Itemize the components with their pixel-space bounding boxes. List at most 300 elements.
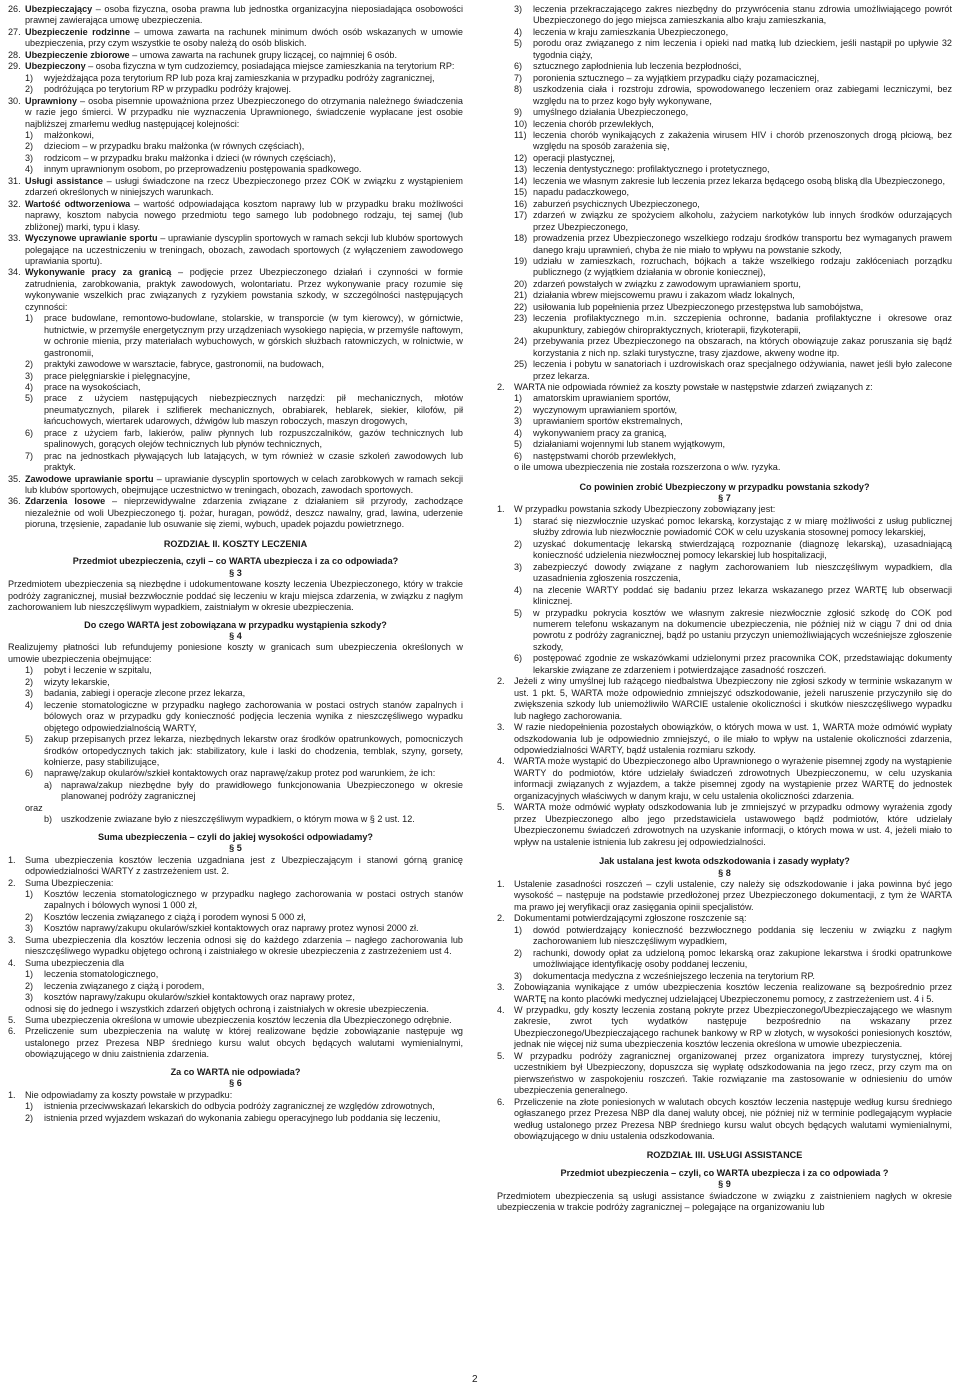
- definition-33-num: 33.: [8, 233, 21, 244]
- definition-33-term: Wyczynowe uprawianie sportu: [25, 233, 158, 244]
- spacer: [497, 848, 952, 856]
- list-item-num: 19): [514, 255, 528, 266]
- list-item-num: 21): [514, 290, 528, 301]
- list-item: [25, 688, 463, 699]
- definition-36-body: [25, 496, 463, 530]
- definition-34-item-text: praktyki zawodowe w warsztacie, fabryce, gastronomii, na budowach,: [44, 359, 325, 370]
- numbered-paragraph-num: 3.: [497, 722, 505, 733]
- list-item-text: sztucznego zapłodnienia lub leczenia bezpłodności,: [533, 61, 742, 72]
- list-item-text: operacji plastycznej,: [533, 152, 615, 163]
- definition-29-text: – osoba fizyczna w tym cudzoziemcy, posiadająca miejsce zamieszkania na terytorium RP:: [85, 61, 455, 72]
- definition-30-item-num: 4): [25, 164, 34, 175]
- definition-30-term: Uprawniony: [25, 95, 78, 106]
- list-item-num: 1): [25, 1101, 34, 1112]
- list-item-text: prowadzenia przez Ubezpieczonego wszelkiego rodzaju środków transportu bez wymaganych prawem danego kraju uprawnień, chyba że nie miało to wpływu na powstanie szkody,: [533, 233, 952, 255]
- list-item-text: leczenie stomatologiczne w przypadku nagłego zachorowania w postaci ostrych stanów zapalnych i bólowych oraz w przypadku gdy konieczność podjęcia leczenia wynika z nieszczęśliwego wypadku objętego odpowiedzialnością WARTY,: [44, 699, 463, 733]
- definition-30: [8, 96, 463, 130]
- list-item-num: 4): [514, 26, 523, 37]
- list-item-num: 2): [514, 947, 523, 958]
- list-item-text: postępować zgodnie ze wskazówkami udzielonymi przez pracownika COK, przedstawiając dokumenty lekarskie związane ze zdarzeniem i potwierdzające zasadność roszczeń.: [533, 653, 952, 675]
- list-item-num: 4): [514, 584, 523, 595]
- list-item-text: wizyty lekarskie,: [44, 676, 110, 687]
- definition-30-text: – osoba pisemnie upoważniona przez Ubezpieczonego do otrzymania należnego świadczenia w razie jego śmierci. W przypadku nie wyznaczenia Uprawnionego, świadczenie wypłacane jest osobie najbliższej zmarłemu według następującej kolejności:: [25, 95, 463, 129]
- definition-27-term: Ubezpieczenie rodzinne: [25, 26, 131, 37]
- list-item-text: działaniami wojennymi lub stanem wyjątkowym,: [533, 439, 726, 450]
- list-item: [514, 107, 952, 118]
- list-item: [514, 516, 952, 539]
- list-item: [514, 925, 952, 948]
- list-item: [25, 768, 463, 779]
- list-item-text: leczenia związanego z ciążą i porodem,: [44, 980, 205, 991]
- numbered-paragraph-num: 1.: [8, 854, 16, 865]
- list-item-text: leczenia w kraju zamieszkania Ubezpieczonego,: [533, 26, 729, 37]
- definition-34-item: [25, 393, 463, 427]
- list-item-num: 6): [25, 768, 34, 779]
- definition-29-item: [25, 73, 463, 84]
- definition-34-text: – podjęcie przez Ubezpieczonego działań i czynności w formie zatrudnienia, zarobkowania, praktyk zawodowych, wolontariatu. Przez wykonywanie pracy rozumie się wykonywanie wszelkich prac związanych z ryzykiem powstania szkody, w szczególności następujących czynności:: [25, 267, 463, 312]
- numbered-paragraph-num: 4.: [497, 756, 505, 767]
- definition-35-body: [25, 474, 463, 497]
- section-number: § 4: [229, 631, 242, 642]
- list-item-text: zaburzeń psychicznych Ubezpieczonego,: [533, 198, 700, 209]
- definition-32-term: Wartość odtworzeniowa: [25, 198, 131, 209]
- list-item-num: 5): [514, 607, 523, 618]
- list-item-text: badania, zabiegi i operacje zlecone przez lekarza,: [44, 688, 246, 699]
- sub-item-num: b): [44, 814, 53, 825]
- list-item-num: 11): [514, 129, 527, 140]
- list-item-num: 4): [25, 699, 34, 710]
- list-item-num: 15): [514, 187, 528, 198]
- list-item-text: istnienia przed wyjazdem wskazań do wykonania zabiegu operacyjnego lub poddania się leczeniu,: [44, 1112, 441, 1123]
- definition-30-item: [25, 153, 463, 164]
- list-item-text: istnienia przeciwwskazań lekarskich do odbycia podróży zagranicznej ze względów zdrowotnych,: [44, 1101, 435, 1112]
- definition-28-num: 28.: [8, 49, 21, 60]
- chapter-heading: ROZDZIAŁ III. USŁUGI ASSISTANCE: [646, 1150, 803, 1161]
- definition-34-item-num: 7): [25, 450, 34, 461]
- list-item: [514, 971, 952, 982]
- list-item-text: pobyt i leczenie w szpitalu,: [44, 665, 152, 676]
- definition-26-body: [25, 4, 463, 27]
- numbered-paragraph: [8, 878, 463, 889]
- list-item-text: rachunki, dowody opłat za udzieloną pomoc lekarską oraz zakupione lekarstwa i środki opatrunkowe umożliwiające identyfikację osoby poddanej leczeniu,: [533, 947, 952, 970]
- list-item-num: 12): [514, 152, 528, 163]
- definition-30-item-text: rodzicom – w przypadku braku małżonka i dzieci (w równych częściach),: [44, 152, 336, 163]
- numbered-paragraph-text: Ustalenie zasadności roszczeń – czyli ustalenie, czy należy się odszkodowanie i jaka powinna być jego wysokość – następuje na podstawie przedłożonej przez Ubezpieczonego dokumentacji, z tym że WARTA ma prawo jej weryfikacji oraz zasięgania opinii specjalistów.: [514, 878, 952, 912]
- list-item: [514, 608, 952, 654]
- list-item-text: Kosztów naprawy/zakupu okularów/szkieł kontaktowych oraz naprawy protez wynosi 2000 zł.: [44, 923, 419, 934]
- list-item-text: usiłowania lub popełnienia przez Ubezpieczonego przestępstwa lub samobójstwa,: [533, 301, 864, 312]
- definition-34-item-text: prace na wysokościach,: [44, 381, 141, 392]
- list-item: [514, 313, 952, 336]
- list-item: [514, 393, 952, 404]
- numbered-paragraph: [497, 1051, 952, 1097]
- numbered-paragraph: [497, 879, 952, 913]
- definition-31-num: 31.: [8, 175, 21, 186]
- definition-33: [8, 233, 463, 267]
- sub-item: [44, 814, 463, 825]
- list-item: [514, 176, 952, 187]
- list-item-num: 2): [25, 676, 34, 687]
- list-item-num: 23): [514, 313, 528, 324]
- definition-29-item-text: podróżująca po terytorium RP w przypadku podróży krajowej.: [44, 84, 291, 95]
- definition-32: [8, 199, 463, 233]
- definition-34-item-num: 2): [25, 359, 34, 370]
- list-item: [514, 290, 952, 301]
- list-item-num: 1): [25, 888, 34, 899]
- numbered-paragraph-text: Suma Ubezpieczenia:: [25, 877, 114, 888]
- section-question: Co powinien zrobić Ubezpieczony w przypadku powstania szkody?: [579, 481, 870, 492]
- definition-31-term: Usługi assistance: [25, 175, 103, 186]
- list-item-text: wykonywaniem pracy za granicą,: [533, 427, 667, 438]
- definition-35: [8, 474, 463, 497]
- definition-30-item-text: dzieciom – w przypadku braku małżonka (w równych częściach),: [44, 141, 305, 152]
- list-item-text: przebywania przez Ubezpieczonego na obszarach, na których obowiązuje zakaz poruszania się bądź korzystania z nich np. szlaki turystyczne, trasy zjazdowe, akweny wodne itp.: [533, 336, 952, 358]
- numbered-paragraph: [497, 676, 952, 722]
- section-number: § 9: [718, 1179, 731, 1190]
- list-item-text: zabezpieczyć dowody związane z nagłym zachorowaniem lub nieszczęśliwym wypadkiem, dla uzasadnienia zgłoszenia roszczenia,: [533, 561, 952, 584]
- numbered-paragraph-text: Suma ubezpieczenia określona w umowie ubezpieczenia kosztów leczenia dla Ubezpieczonego odrębnie.: [25, 1014, 452, 1025]
- definition-32-num: 32.: [8, 198, 21, 209]
- list-item-num: 1): [25, 969, 34, 980]
- list-item-text: leczenia dentystycznego: profilaktycznego i protetycznego,: [533, 164, 770, 175]
- definition-34: [8, 267, 463, 313]
- numbered-paragraph-text: Suma ubezpieczenia dla: [25, 957, 125, 968]
- paragraph: odnosi się do jednego i wszystkich zdarzeń objętych ochroną i zaistniałych w okresie ubezpieczenia.: [25, 1003, 429, 1014]
- definition-26-term: Ubezpieczający: [25, 4, 93, 14]
- list-item-text: leczenia stomatologicznego,: [44, 969, 159, 980]
- definition-32-body: [25, 199, 463, 233]
- list-item-num: 7): [514, 72, 523, 83]
- list-item-text: uzyskać dokumentację lekarską stwierdzającą rozpoznanie (diagnozę lekarską), uzasadniającą konieczność udzielenia niezwłocznej pomocy lekarskiej lub hospitalizacji,: [533, 538, 952, 561]
- list-item-text: na zlecenie WARTY poddać się badaniu przez lekarza wskazanego przez WARTĘ lub obserwacji klinicznej.: [533, 584, 952, 607]
- list-item: [514, 948, 952, 971]
- numbered-paragraph-num: 4.: [8, 957, 16, 968]
- list-item: [25, 969, 463, 980]
- definition-26: [8, 4, 463, 27]
- list-item-num: 6): [514, 61, 523, 72]
- list-item: [514, 562, 952, 585]
- definition-34-item: [25, 451, 463, 474]
- numbered-paragraph-num: 6.: [497, 1096, 505, 1107]
- section-question: Za co WARTA nie odpowiada?: [170, 1066, 301, 1077]
- list-item: [514, 164, 952, 175]
- list-item: [514, 585, 952, 608]
- list-item-num: 2): [514, 404, 523, 415]
- list-item: [25, 665, 463, 676]
- numbered-paragraph-text: Suma ubezpieczenia kosztów leczenia uzgadniana jest z Ubezpieczającym i stanowi górną granicę odpowiedzialności WARTY z zastrzeżeniem ust. 2.: [25, 854, 463, 877]
- section-number: § 6: [229, 1078, 242, 1089]
- definition-27-body: [25, 27, 463, 50]
- spacer: [8, 531, 463, 539]
- numbered-paragraph-text: Suma ubezpieczenia dla kosztów leczenia odnosi się do każdego zdarzenia – nagłego zachorowania lub nieszczęśliwego wypadku objętego ochroną i zaistniałego w okresie ubezpieczenia z zastrzeżeniem ust 4.: [25, 934, 463, 957]
- numbered-paragraph-num: 2.: [8, 877, 16, 888]
- numbered-paragraph-num: 1.: [497, 504, 505, 515]
- definition-30-item: [25, 141, 463, 152]
- list-item-num: 1): [514, 515, 523, 526]
- list-item: [514, 27, 952, 38]
- list-item: [514, 84, 952, 107]
- numbered-paragraph-text: Jeżeli z winy umyślnej lub rażącego niedbalstwa Ubezpieczony nie zgłosi szkody w terminie wskazanym w ust. 1 pkt. 5, WARTA może odpowiednio zmniejszyć odszkodowanie, jeżeli naruszenie przyczyniło się do zwiększenia szkody lub uniemożliwiło WARCIE ustalenie okoliczności i skutków nieszczęśliwego wypadku lub nagłego zachorowania.: [514, 676, 952, 721]
- list-item-text: leczenia chorób wynikających z zakażenia wirusem HIV i chorób przenoszonych drogą płciową, bez względu na sposób zarażenia się,: [533, 129, 952, 152]
- list-item: [25, 981, 463, 992]
- numbered-paragraph: [497, 756, 952, 802]
- numbered-paragraph-num: 5.: [497, 802, 505, 813]
- definition-30-item-num: 1): [25, 129, 34, 140]
- list-item: [514, 279, 952, 290]
- list-item-text: uszkodzenia ciała i rozstroju zdrowia, spowodowanego leczeniem oraz zabiegami leczniczymi, bez względu na to przez kogo były wykonywane,: [533, 84, 952, 106]
- list-item: [514, 73, 952, 84]
- list-item-text: leczenia chorób przewlekłych,: [533, 118, 654, 129]
- list-item: [25, 992, 463, 1003]
- list-item: [514, 428, 952, 439]
- numbered-paragraph: [8, 1026, 463, 1060]
- spacer: [497, 474, 952, 482]
- definition-31-text: – usługi świadczone na rzecz Ubezpieczonego przez COK w związku z wystąpieniem zdarzeń określonych w niniejszych warunkach.: [25, 175, 463, 198]
- definition-35-text: – uprawianie dyscyplin sportowych w celach zarobkowych w ramach sekcji lub klubów sportowych, obejmujące uczestnictwo w treningach, obozach, zawodach sportowych.: [25, 473, 463, 496]
- paragraph: Przedmiotem ubezpieczenia są usługi assistance świadczone w związku z zaistnieniem nagłych w okresie ubezpieczenia w trakcie podróży zagranicznej – polegające na organizowaniu lub: [497, 1190, 952, 1213]
- list-item-text: zdarzeń w związku ze spożyciem alkoholu, zażyciem narkotyków lub innych środków odurzających przez Ubezpieczonego,: [533, 210, 952, 232]
- numbered-paragraph: [497, 802, 952, 848]
- definition-33-text: – uprawianie dyscyplin sportowych w ramach sekcji lub klubów sportowych polegające na uczestniczeniu w treningach, obozach, zawodach sportowych (z wyłączeniem zawodowego uprawiania sportu).: [25, 233, 463, 266]
- list-item-num: 2): [25, 911, 34, 922]
- list-item-num: 3): [25, 688, 34, 699]
- list-item-num: 5): [25, 734, 34, 745]
- definition-36-num: 36.: [8, 496, 21, 507]
- definition-35-term: Zawodowe uprawianie sportu: [25, 473, 154, 484]
- list-item-text: wyczynowym uprawianiem sportów,: [533, 404, 678, 415]
- section-question: Jak ustalana jest kwota odszkodowania i zasady wypłaty?: [599, 856, 850, 867]
- numbered-paragraph-text: WARTA może odmówić wypłaty odszkodowania lub je zmniejszyć w przypadku odmowy wyrażenia zgody przez Ubezpieczonego albo jego przedstawiciela ustawowego bądź podmiotów, które udzielały Ubezpieczonemu świadczeń zdrowotnych na uzyskanie informacji, o których mowa w ust. 4, jeżeli miało to wpływ na ustalenie istnienia lub zakresu jej odpowiedzialności.: [514, 802, 952, 847]
- section-question: Suma ubezpieczenia – czyli do jakiej wysokości odpowiadamy?: [98, 831, 373, 842]
- list-item-num: 8): [514, 84, 523, 95]
- list-item: [514, 199, 952, 210]
- list-item-text: amatorskim uprawianiem sportów,: [533, 393, 671, 404]
- numbered-paragraph: [497, 982, 952, 1005]
- numbered-paragraph-text: W razie niedopełnienia pozostałych obowiązków, o których mowa w ust. 1, WARTA może odmówić wypłaty odszkodowania lub je odpowiednio zmniejszyć, o ile miało to wpływ na ustalenie okoliczności zdarzenia, odpowiedzialności WARTY, bądź ustalenia rozmiaru szkody.: [514, 722, 952, 755]
- definition-30-item-num: 3): [25, 152, 34, 163]
- definition-27-text: – umowa zawarta na rachunek minimum dwóch osób wskazanych w umowie ubezpieczenia, przy czym wszystkie te osoby należą do osób bliskich.: [25, 26, 463, 49]
- list-item-num: 22): [514, 301, 528, 312]
- numbered-paragraph-text: Dokumentami potwierdzającymi zgłoszone roszczenie są:: [514, 913, 747, 924]
- definition-30-item: [25, 164, 463, 175]
- numbered-paragraph-num: 5.: [8, 1014, 16, 1025]
- numbered-paragraph-text: W przypadku podróży zagranicznej organizowanej przez organizatora imprezy turystycznej, której uczestnikiem był Ubezpieczony, dopuszcza się wypłatę odszkodowania na jego rzecz, przy czym ma on pierwszeństwo w zaspokojeniu roszczeń. Takie rozwiązanie ma zastosowanie w odniesieniu do umów ubezpieczenia generalnego.: [514, 1050, 952, 1096]
- definition-34-item: [25, 359, 463, 370]
- definition-34-item-num: 1): [25, 313, 34, 324]
- list-item-text: poronienia sztucznego – za wyjątkiem przypadku ciąży pozamacicznej,: [533, 72, 820, 83]
- definition-26-text: – osoba fizyczna, osoba prawna lub jednostka organizacyjna nieposiadająca osobowości prawnej zawierająca umowę ubezpieczenia.: [25, 4, 463, 26]
- right-column: [497, 4, 952, 1214]
- definition-34-item-text: prace budowlane, remontowo-budowlane, stolarskie, w transporcie (w tym kierowcy), w górnictwie, hutnictwie, w przemyśle energetycznym przy urządzeniach wysokiego napięcia, w przemyśle naftowym, w ochronie mienia, przy materiałach wybuchowych, w górskich służbach ratowniczych, w rolnictwie, w gastronomii,: [44, 313, 463, 358]
- section-number: § 7: [718, 493, 731, 504]
- definition-34-item-text: prace z użyciem farb, lakierów, paliw płynnych lub rozpuszczalników, gazów technicznych lub spalinowych, gorących olejów technicznych lub płynów technicznych,: [44, 427, 463, 450]
- list-item: [514, 439, 952, 450]
- list-item: [514, 187, 952, 198]
- definition-26-num: 26.: [8, 4, 21, 14]
- section-number: § 5: [229, 843, 242, 854]
- list-item: [25, 734, 463, 768]
- numbered-paragraph-text: Nie odpowiadamy za koszty powstałe w przypadku:: [25, 1089, 233, 1100]
- list-item: [514, 256, 952, 279]
- definition-32-text: – wartość odpowiadająca kosztom naprawy lub w przypadku braku możliwości naprawy, kosztom nabycia nowego przedmiotu tego samego lub podobnego rodzaju, tej samej (lub zbliżonej) marki, typu i klasy.: [25, 198, 463, 232]
- list-item-text: naprawę/zakup okularów/szkieł kontaktowych oraz naprawę/zakup protez pod warunkiem, że ich:: [44, 768, 436, 779]
- section-question: Przedmiot ubezpieczenia – czyli, co WARTA ubezpiecza i za co odpowiada ?: [560, 1167, 889, 1178]
- definition-28-text: – umowa zawarta na rachunek grupy liczącej, co najmniej 6 osób.: [129, 49, 398, 60]
- numbered-paragraph: [8, 1090, 463, 1101]
- definition-31-body: [25, 176, 463, 199]
- list-item: [514, 653, 952, 676]
- list-item-num: 10): [514, 118, 528, 129]
- definition-27-num: 27.: [8, 26, 21, 37]
- left-column: [8, 4, 463, 1214]
- page-number: 2: [472, 1374, 478, 1385]
- list-item-num: 6): [514, 450, 523, 461]
- list-item-text: starać się niezwłocznie uzyskać pomoc lekarską, korzystając z w miarę możliwości z usług publicznej służby zdrowia lub niezwłocznie powiadomić COK w celu uzyskania stosownej pomocy lekarskiej,: [533, 515, 952, 538]
- numbered-paragraph: [497, 1097, 952, 1143]
- list-item-text: leczenia i pobytu w sanatoriach i uzdrowiskach oraz specjalnego odżywiania, nawet jeśli było zalecone przez lekarza.: [533, 359, 952, 381]
- list-item-text: dowód potwierdzający konieczność bezzwłocznego poddania się leczeniu w związku z nagłym zachorowaniem lub nieszczęśliwym wypadkiem,: [533, 924, 952, 947]
- list-item: [514, 405, 952, 416]
- list-item: [514, 38, 952, 61]
- definition-34-item-text: prace z użyciem następujących niebezpiecznych narzędzi: pił mechanicznych, młotów pneumatycznych, pilarek i szlifierek mechanicznych, obrabiarek, heblarek, siekier, kilofów, pił łańcuchowych, wiertarek udarowych, dźwigów lub maszyn roboczych, maszyn drogowych,: [44, 393, 463, 427]
- list-item-text: leczenia we własnym zakresie lub leczenia przez lekarza będącego osobą bliską dla Ubezpieczonego,: [533, 175, 945, 186]
- list-item-num: 3): [25, 992, 34, 1003]
- list-item: [514, 539, 952, 562]
- section-question: Do czego WARTA jest zobowiązana w przypadku wystąpienia szkody?: [84, 619, 387, 630]
- list-item-num: 3): [514, 970, 523, 981]
- numbered-paragraph: [497, 722, 952, 756]
- definition-36: [8, 496, 463, 530]
- numbered-paragraph: [497, 382, 952, 393]
- definition-29-term: Ubezpieczony: [25, 61, 86, 72]
- list-item-text: w przypadku pokrycia kosztów we własnym zakresie niezwłocznie zgłosić szkodę do COK pod numerem telefonu wskazanym na dokumencie ubezpieczenia, nie później niż w ciągu 7 dni od dnia powrotu z podróży zagranicznej, bądź po ustaniu przyczyn uniemożliwiających wcześniejsze zgłoszenie szkody,: [533, 607, 952, 652]
- definition-28: [8, 50, 463, 61]
- numbered-paragraph-text: Zobowiązania wynikające z umów ubezpieczenia kosztów leczenia realizowane są bezpośrednio przez WARTĘ na konto placówki medycznej udzielającej Ubezpieczonemu pomocy, z zastrzeżeniem ust. 4 i 5.: [514, 982, 952, 1004]
- definition-30-body: [25, 96, 463, 130]
- list-item-num: 5): [514, 439, 523, 450]
- list-item-text: dokumentacja medyczna z wcześniejszego leczenia na terytorium RP.: [533, 970, 815, 981]
- numbered-paragraph-text: W przypadku powstania szkody Ubezpieczony zobowiązany jest:: [514, 504, 776, 515]
- list-item: [514, 416, 952, 427]
- definition-34-item: [25, 371, 463, 382]
- list-item-num: 2): [25, 980, 34, 991]
- list-item-text: zdarzeń powstałych w związku z zawodowym uprawianiem sportu,: [533, 278, 801, 289]
- definition-34-item: [25, 382, 463, 393]
- list-item: [25, 677, 463, 688]
- definition-29-item-text: wyjeżdżająca poza terytorium RP lub poza kraj zamieszkania w przypadku podróży zagranicznej,: [44, 72, 435, 83]
- definition-29-body: [25, 61, 463, 72]
- definition-34-item-num: 3): [25, 370, 34, 381]
- numbered-paragraph-num: 1.: [8, 1089, 16, 1100]
- numbered-paragraph-num: 3.: [8, 934, 16, 945]
- numbered-paragraph-num: 6.: [8, 1026, 16, 1037]
- list-item: [514, 4, 952, 27]
- definition-30-item: [25, 130, 463, 141]
- definition-36-term: Zdarzenia losowe: [25, 496, 106, 507]
- list-item-num: 6): [514, 653, 523, 664]
- numbered-paragraph: [8, 935, 463, 958]
- paragraph: o ile umowa ubezpieczenia nie została rozszerzona o w/w. ryzyka.: [514, 462, 781, 473]
- definition-34-item-num: 6): [25, 427, 34, 438]
- numbered-paragraph-text: Przeliczenie sum ubezpieczenia na walutę w której realizowane będzie zobowiązanie następuje wg ustalonego przez Prezesa NBP średniego kursu walut obcych będących walutami wymienialnymi, obowiązującego w dniu zaistnienia zdarzenia.: [25, 1026, 463, 1060]
- definition-29-num: 29.: [8, 61, 21, 72]
- list-item: [514, 336, 952, 359]
- numbered-paragraph-num: 2.: [497, 381, 505, 392]
- paragraph: Realizujemy płatności lub refundujemy poniesione koszty w granicach sum ubezpieczenia określonych w umowie ubezpieczenia obejmujące:: [8, 642, 463, 664]
- definition-35-num: 35.: [8, 473, 21, 484]
- sub-item: [44, 780, 463, 803]
- list-item-text: działania wbrew miejscowemu prawu i zakazom władz lokalnych,: [533, 290, 795, 301]
- section-question: Przedmiot ubezpieczenia, czyli – co WARTA ubezpiecza i za co odpowiada?: [72, 556, 399, 567]
- definition-34-item-text: prace pielęgniarskie i pielęgnacyjne,: [44, 370, 191, 381]
- definition-34-term: Wykonywanie pracy za granicą: [25, 267, 172, 278]
- list-item: [514, 153, 952, 164]
- list-item-num: 18): [514, 233, 528, 244]
- list-item: [514, 359, 952, 382]
- list-item-text: porodu oraz związanego z nim leczenia i opieki nad matką lub dzieckiem, jeśli nastąpił po upływie 32 tygodnia ciąży,: [533, 38, 952, 60]
- list-item-num: 3): [514, 416, 523, 427]
- list-item-num: 1): [514, 393, 523, 404]
- numbered-paragraph-num: 1.: [497, 878, 505, 889]
- list-item-text: napadu padaczkowego,: [533, 187, 630, 198]
- list-item: [25, 700, 463, 734]
- list-item-text: następstwami chorób przewlekłych,: [533, 450, 677, 461]
- section-number: § 8: [718, 867, 731, 878]
- numbered-paragraph: [8, 1015, 463, 1026]
- definition-34-item-text: prac na jednostkach pływających lub latających, w tym również w czasie szkoleń zawodowych lub praktyk.: [44, 450, 463, 473]
- list-item-num: 20): [514, 278, 528, 289]
- definition-34-item: [25, 428, 463, 451]
- list-item: [514, 61, 952, 72]
- definition-34-item: [25, 313, 463, 359]
- list-item-num: 3): [514, 561, 523, 572]
- list-item-num: 14): [514, 175, 528, 186]
- list-item-text: udziału w zamieszkach, rozruchach, bójkach a także wszelkiego rodzaju zakłóceniach porządku publicznego (z wyjątkiem działania w obronie koniecznej),: [533, 255, 952, 278]
- list-item-text: Kosztów leczenia związanego z ciążą i porodem wynosi 5 000 zł,: [44, 911, 306, 922]
- list-item-num: 1): [514, 924, 523, 935]
- definition-28-term: Ubezpieczenie zbiorowe: [25, 49, 130, 60]
- list-item: [514, 233, 952, 256]
- list-item-num: 9): [514, 107, 523, 118]
- numbered-paragraph-text: WARTA nie odpowiada również za koszty powstałe w następstwie zdarzeń związanych z:: [514, 381, 873, 392]
- list-item-text: kosztów naprawy/zakupu okularów/szkieł kontaktowych oraz naprawy protez,: [44, 992, 355, 1003]
- numbered-paragraph: [8, 958, 463, 969]
- definition-30-item-text: małżonkowi,: [44, 129, 95, 140]
- list-item: [25, 889, 463, 912]
- list-item-num: 2): [25, 1112, 34, 1123]
- numbered-paragraph-text: WARTA może wystąpić do Ubezpieczonego albo Uprawnionego o wyrażenie pisemnej zgody na wystąpienie WARTY do podmiotów, które udzielały świadczeń zdrowotnych Ubezpieczonemu, w celu uzyskania informacji związanych z wyjazdem, a także pisemnej zgody na wystąpienie przez WARTĘ do jednostek organizacyjnych właściwych w danym kraju, w celu ustalenia okoliczności zdarzenia.: [514, 756, 952, 801]
- list-item: [514, 451, 952, 462]
- definition-33-body: [25, 233, 463, 267]
- definition-30-item-text: innym uprawnionym osobom, po przeprowadzeniu postępowania spadkowego.: [44, 164, 362, 175]
- numbered-paragraph-text: Przeliczenie na złote poniesionych w walutach obcych kosztów leczenia następuje według kursu średniego ogłaszanego przez Prezesa NBP dla danej waluty obcej, nie później niż w terminie podlegającym wypłacie według ustalonego przez Prezesa NBP średniego kursu walut obcych będących walutami wymienialnymi, obowiązującego w dniu ustalenia odszkodowania.: [514, 1096, 952, 1141]
- list-item: [514, 130, 952, 153]
- definition-30-num: 30.: [8, 95, 21, 106]
- definition-36-text: – nieprzewidywalne zdarzenia związane z działaniem sił przyrody, zachodzące niezależnie od woli Ubezpieczonego tj. pożar, huragan, powódź, deszcz nawalny, grad, lawina, uderzenie pioruna, trzęsienie, zapadanie lub osuwanie się ziemi, wybuch, upadek pojazdu powietrznego.: [25, 496, 463, 530]
- definition-29-item: [25, 84, 463, 95]
- definition-34-num: 34.: [8, 267, 21, 278]
- numbered-paragraph-num: 3.: [497, 982, 505, 993]
- list-item-text: zakup przepisanych przez lekarza, niezbędnych lekarstw oraz środków opatrunkowych, pomocniczych środków ortopedycznych takich jak: stabilizatory, kule i laski do chodzenia, temblak, szyny, gorsety, kołnierze, pasy stabilizujące,: [44, 734, 463, 767]
- numbered-paragraph-num: 5.: [497, 1050, 505, 1061]
- list-item: [25, 912, 463, 923]
- numbered-paragraph-num: 2.: [497, 913, 505, 924]
- list-item-num: 25): [514, 359, 528, 370]
- numbered-paragraph-num: 2.: [497, 676, 505, 687]
- list-item-num: 3): [514, 4, 523, 14]
- definition-29-item-num: 2): [25, 84, 34, 95]
- spacer: [497, 1142, 952, 1150]
